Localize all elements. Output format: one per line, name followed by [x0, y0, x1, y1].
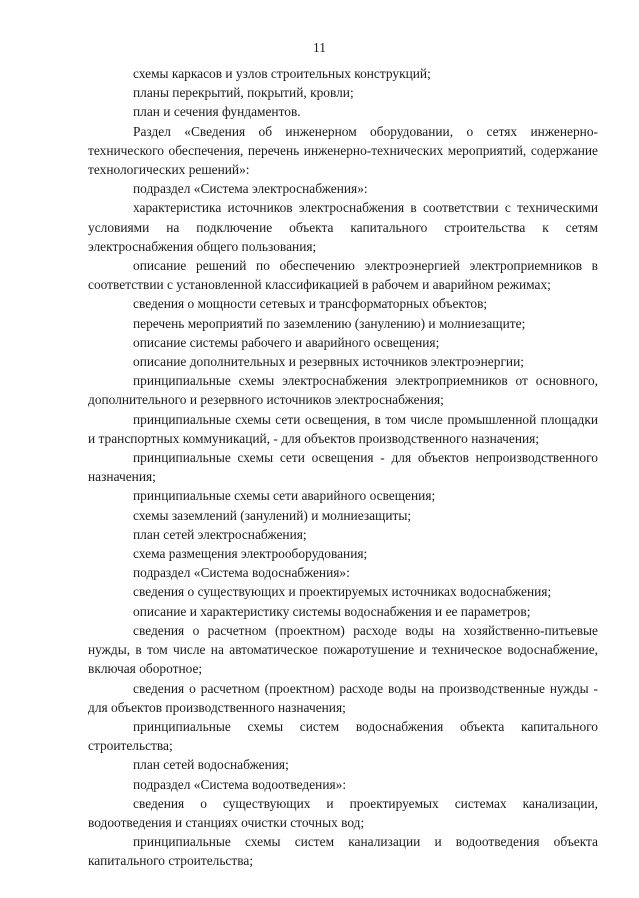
paragraph: принципиальные схемы сети освещения - для объектов непроизводственного назначения; [88, 450, 598, 485]
paragraph: план сетей электроснабжения; [133, 526, 307, 542]
paragraph: схема размещения электрооборудования; [133, 546, 368, 562]
paragraph: принципиальные схемы сети аварийного освещения; [133, 488, 436, 504]
paragraph: планы перекрытий, покрытий, кровли; [133, 85, 354, 101]
paragraph: сведения о существующих и проектируемых системах канализации, водоотведения и станциях очистки сточных вод; [88, 795, 598, 830]
page-number: 11 [313, 40, 326, 55]
section-heading: Раздел «Сведения об инженерном оборудовании, о сетях инженерно-технического обеспечения, перечень инженерно-технических мероприятий, содержание технологических решений»: [88, 123, 598, 178]
paragraph: сведения о существующих и проектируемых источниках водоснабжения; [133, 584, 552, 600]
paragraph: описание и характеристику системы водоснабжения и ее параметров; [133, 603, 531, 619]
paragraph: перечень мероприятий по заземлению (занулению) и молниезащите; [133, 315, 526, 331]
paragraph: принципиальные схемы систем водоснабжения объекта капитального строительства; [88, 718, 598, 754]
paragraph: схемы каркасов и узлов строительных конструкций; [133, 66, 431, 81]
paragraph: схемы заземлений (занулений) и молниезащиты; [133, 507, 412, 523]
paragraph: описание решений по обеспечению электроэнергией электроприемников в соответствии с установленной классификацией в рабочем и аварийном режимах; [88, 258, 598, 293]
subsection-heading: подраздел «Система водоотведения»: [133, 776, 347, 792]
paragraph: принципиальные схемы электроснабжения электроприемников от основного, дополнительного и резервного источников электроснабжения; [88, 373, 598, 408]
paragraph: план сетей водоснабжения; [133, 757, 289, 773]
subsection-heading: подраздел «Система электроснабжения»: [133, 181, 368, 197]
paragraph: сведения о мощности сетевых и трансформаторных объектов; [133, 296, 488, 312]
paragraph: сведения о расчетном (проектном) расходе воды на хозяйственно-питьевые нужды, в том числе на автоматическое пожаротушение и техническое водоснабжение, включая оборотное; [88, 622, 598, 677]
paragraph: принципиальные схемы сети освещения, в том числе промышленной площадки и транспортных коммуникаций, - для объектов производственного назначения; [88, 411, 598, 446]
subsection-heading: подраздел «Система водоснабжения»: [133, 565, 350, 581]
paragraph: принципиальные схемы систем канализации и водоотведения объекта капитального строительства; [88, 834, 598, 869]
paragraph: описание дополнительных и резервных источников электроэнергии; [133, 354, 524, 370]
paragraph: план и сечения фундаментов. [133, 104, 301, 120]
paragraph: описание системы рабочего и аварийного освещения; [133, 334, 440, 350]
document-body [88, 64, 598, 871]
paragraph: сведения о расчетном (проектном) расходе воды на производственные нужды - для объектов производственного назначения; [88, 680, 598, 715]
paragraph: характеристика источников электроснабжения в соответствии с техническими условиями на подключение объекта капитального строительства к сетям электроснабжения общего пользования; [88, 200, 598, 254]
